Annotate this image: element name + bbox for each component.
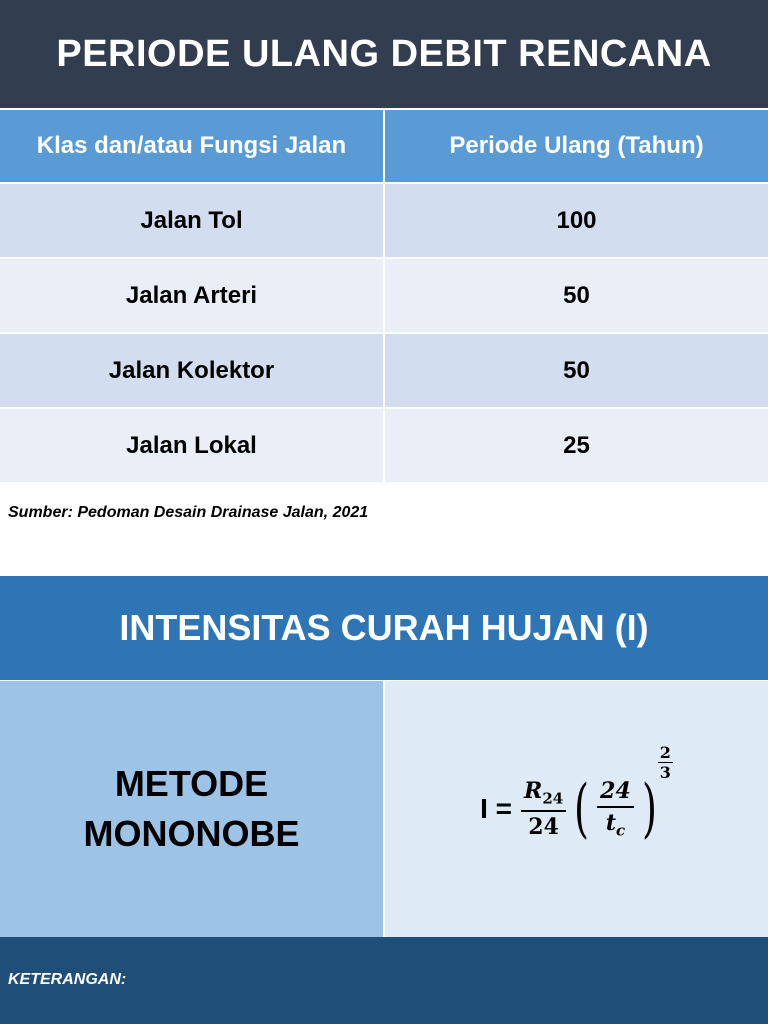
numerator-subscript: 24 bbox=[542, 789, 564, 808]
fraction-numerator bbox=[521, 778, 566, 811]
table-row bbox=[0, 259, 768, 332]
title-banner bbox=[0, 0, 768, 108]
fraction-denominator: 24 bbox=[528, 813, 559, 840]
table-cell-klas: Jalan Lokal bbox=[0, 409, 383, 482]
right-paren-icon: ) bbox=[641, 772, 657, 846]
method-name-panel bbox=[0, 681, 383, 937]
table-row bbox=[0, 409, 768, 482]
numerator-symbol: R bbox=[524, 778, 543, 805]
table-row bbox=[0, 184, 768, 257]
section-banner bbox=[0, 576, 768, 680]
exponent-numerator: 2 bbox=[659, 743, 671, 762]
mononobe-formula bbox=[480, 743, 673, 846]
table-cell-klas: Jalan Arteri bbox=[0, 259, 383, 332]
table-cell-periode: 100 bbox=[385, 184, 768, 257]
table-row bbox=[0, 334, 768, 407]
source-citation: Sumber: Pedoman Desain Drainase Jalan, 2021 bbox=[8, 504, 369, 521]
method-name-line-2: MONONOBE bbox=[83, 813, 300, 854]
method-name bbox=[84, 759, 300, 859]
formula-panel bbox=[385, 681, 768, 937]
table-cell-klas: Jalan Tol bbox=[0, 184, 383, 257]
table-cell-periode: 25 bbox=[385, 409, 768, 482]
return-period-table bbox=[0, 110, 768, 484]
page-title: PERIODE ULANG DEBIT RENCANA bbox=[56, 32, 712, 75]
table-header-row bbox=[0, 110, 768, 182]
fraction-numerator: 24 bbox=[597, 778, 634, 808]
fraction-denominator bbox=[606, 808, 625, 839]
left-paren-icon: ( bbox=[574, 772, 590, 846]
table-cell-periode: 50 bbox=[385, 259, 768, 332]
formula-exponent bbox=[658, 743, 673, 782]
denominator-subscript: c bbox=[615, 821, 626, 840]
column-header-periode: Periode Ulang (Tahun) bbox=[385, 110, 768, 182]
keterangan-label: KETERANGAN: bbox=[8, 971, 127, 988]
table-cell-klas: Jalan Kolektor bbox=[0, 334, 383, 407]
formula-lhs: I = bbox=[480, 793, 513, 824]
formula-fraction-r24 bbox=[521, 778, 566, 839]
column-header-klas: Klas dan/atau Fungsi Jalan bbox=[0, 110, 383, 182]
denominator-symbol: t bbox=[605, 810, 616, 837]
exponent-denominator: 3 bbox=[659, 763, 671, 782]
keterangan-panel bbox=[0, 937, 768, 1024]
method-name-line-1: METODE bbox=[114, 763, 269, 804]
formula-fraction-tc bbox=[597, 778, 634, 839]
table-cell-periode: 50 bbox=[385, 334, 768, 407]
section-title: INTENSITAS CURAH HUJAN (I) bbox=[119, 607, 649, 648]
